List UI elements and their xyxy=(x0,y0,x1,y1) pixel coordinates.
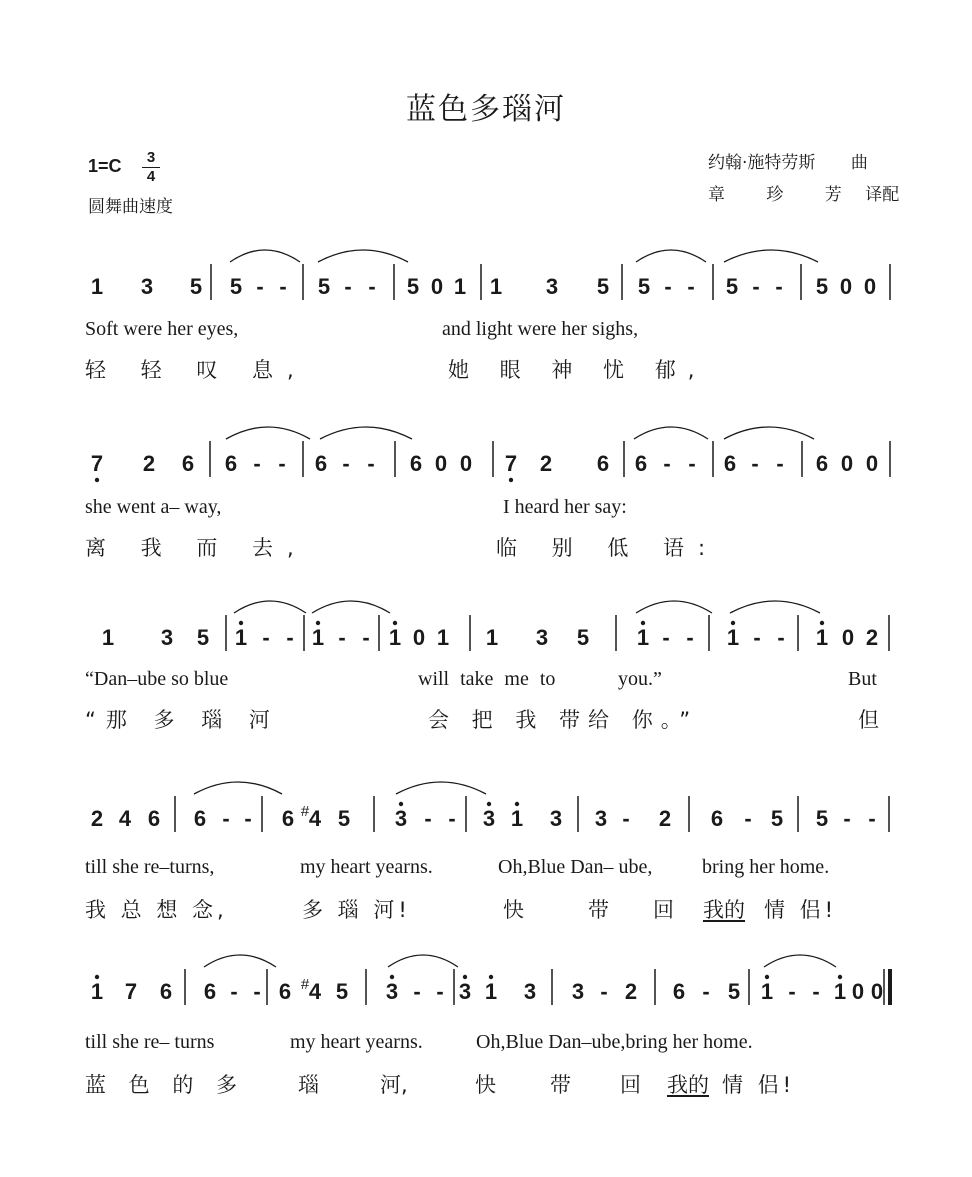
note: 1 xyxy=(90,979,104,1004)
lyric-zh: 快 xyxy=(503,898,524,922)
dash-note: - xyxy=(753,625,761,650)
lyric-zh: 她 眼 神 忧 郁, xyxy=(448,358,707,382)
lyric-en: bring her home. xyxy=(702,856,830,878)
octave-dot-above xyxy=(838,975,842,979)
octave-dot-above xyxy=(731,621,735,625)
lyric-zh: 回 xyxy=(620,1073,641,1097)
note: 1 xyxy=(815,625,829,650)
lyric-en: my heart yearns. xyxy=(300,856,433,878)
slur xyxy=(318,250,408,262)
note: 2 xyxy=(658,806,672,831)
note: 6 xyxy=(278,979,292,1004)
slur xyxy=(636,601,712,613)
octave-dot-above xyxy=(95,975,99,979)
lyric-zh: 回 xyxy=(653,898,674,922)
slur xyxy=(194,782,282,794)
dash-note: - xyxy=(278,451,286,476)
note: 1 xyxy=(510,806,524,831)
lyric-en: But xyxy=(848,668,877,690)
slur xyxy=(764,955,836,967)
note: 0 xyxy=(459,451,473,476)
dash-note: - xyxy=(775,274,783,299)
dash-note: - xyxy=(600,979,608,1004)
lyric-zh: 情 侣! xyxy=(764,898,838,922)
dash-note: - xyxy=(751,451,759,476)
dash-note: - xyxy=(702,979,710,1004)
note: 0 xyxy=(434,451,448,476)
note: 0 xyxy=(865,451,879,476)
note: 5 xyxy=(596,274,610,299)
dash-note: - xyxy=(244,806,252,831)
dash-note: - xyxy=(368,274,376,299)
note: 1 xyxy=(726,625,740,650)
note: 5 xyxy=(815,274,829,299)
lyric-zh: 带 xyxy=(550,1073,571,1097)
note: 5 xyxy=(637,274,651,299)
note: 2 xyxy=(142,451,156,476)
note: 1 xyxy=(436,625,450,650)
dash-note: - xyxy=(253,979,261,1004)
dash-note: - xyxy=(262,625,270,650)
slur xyxy=(634,427,708,439)
dash-note: - xyxy=(286,625,294,650)
note: 3 xyxy=(458,979,472,1004)
note: 1 xyxy=(484,979,498,1004)
dash-note: - xyxy=(868,806,876,831)
lyric-zh: 我的 xyxy=(667,1073,709,1097)
meter-top: 3 xyxy=(146,149,156,166)
note: 6 xyxy=(596,451,610,476)
slur xyxy=(730,601,820,613)
note: 3 xyxy=(394,806,408,831)
dash-note: - xyxy=(413,979,421,1004)
lyric-zh: 会 把 我 带给 你。” xyxy=(428,708,699,732)
slur xyxy=(234,601,306,613)
dash-note: - xyxy=(812,979,820,1004)
lyric-en: “Dan–ube so blue xyxy=(85,668,229,690)
note: 3 xyxy=(571,979,585,1004)
note: 7 xyxy=(124,979,138,1004)
note: 1 xyxy=(388,625,402,650)
lyric-en: Oh,Blue Dan– ube, xyxy=(498,856,653,878)
octave-dot-above xyxy=(489,975,493,979)
note: 0 xyxy=(839,274,853,299)
arranger-name: 章 珍 芳 xyxy=(708,185,860,205)
note: 1 xyxy=(453,274,467,299)
dash-note: - xyxy=(448,806,456,831)
note: 1 xyxy=(311,625,325,650)
note: 4 xyxy=(308,979,322,1004)
note: 0 xyxy=(870,979,884,1004)
octave-dot-above xyxy=(399,802,403,806)
note: 3 xyxy=(545,274,559,299)
composer-role: 曲 xyxy=(850,153,868,173)
lyric-zh: 离 我 而 去, xyxy=(85,536,308,560)
octave-dot-above xyxy=(487,802,491,806)
dash-note: - xyxy=(367,451,375,476)
lyric-zh: 我 总 想 念, xyxy=(85,898,228,922)
lyric-zh: “那 多 瑙 河 xyxy=(85,708,280,732)
note: 5 xyxy=(337,806,351,831)
dash-note: - xyxy=(424,806,432,831)
octave-dot-above xyxy=(393,621,397,625)
lyric-en: Soft were her eyes, xyxy=(85,318,239,340)
note: 3 xyxy=(140,274,154,299)
slur xyxy=(226,427,310,439)
note: 1 xyxy=(90,274,104,299)
dash-note: - xyxy=(662,625,670,650)
note: 6 xyxy=(710,806,724,831)
dash-note: - xyxy=(279,274,287,299)
octave-dot-below xyxy=(509,478,513,482)
meter-bottom: 4 xyxy=(146,168,156,185)
note: 7 xyxy=(504,451,518,476)
slur xyxy=(396,782,486,794)
dash-note: - xyxy=(663,451,671,476)
note: 0 xyxy=(863,274,877,299)
note: 6 xyxy=(634,451,648,476)
note: 6 xyxy=(815,451,829,476)
note: 5 xyxy=(406,274,420,299)
lyric-en: Oh,Blue Dan–ube,bring her home. xyxy=(476,1031,753,1053)
dash-note: - xyxy=(230,979,238,1004)
note: 1 xyxy=(234,625,248,650)
note: 6 xyxy=(314,451,328,476)
key-signature: 1=C xyxy=(88,156,122,176)
note: 3 xyxy=(549,806,563,831)
note: 0 xyxy=(851,979,865,1004)
octave-dot-above xyxy=(239,621,243,625)
note: 2 xyxy=(539,451,553,476)
dash-note: - xyxy=(843,806,851,831)
octave-dot-above xyxy=(316,621,320,625)
note: 1 xyxy=(760,979,774,1004)
dash-note: - xyxy=(664,274,672,299)
note: 5 xyxy=(335,979,349,1004)
sharp-sign: # xyxy=(300,976,310,993)
slur xyxy=(204,955,276,967)
note: 5 xyxy=(196,625,210,650)
lyric-en: will take me to xyxy=(418,668,556,690)
octave-dot-above xyxy=(390,975,394,979)
note: 0 xyxy=(841,625,855,650)
note: 1 xyxy=(833,979,847,1004)
lyric-en: I heard her say: xyxy=(503,496,627,518)
dash-note: - xyxy=(342,451,350,476)
dash-note: - xyxy=(253,451,261,476)
note: 3 xyxy=(535,625,549,650)
lyric-en: and light were her sighs, xyxy=(442,318,639,340)
lyric-en: you.” xyxy=(618,668,662,690)
note: 5 xyxy=(189,274,203,299)
note: 6 xyxy=(181,451,195,476)
slur xyxy=(724,427,814,439)
dash-note: - xyxy=(686,625,694,650)
note: 3 xyxy=(385,979,399,1004)
note: 4 xyxy=(118,806,132,831)
lyric-zh: 蓝 色 的 多 xyxy=(85,1073,246,1097)
dash-note: - xyxy=(622,806,630,831)
note: 2 xyxy=(624,979,638,1004)
octave-dot-above xyxy=(820,621,824,625)
note: 3 xyxy=(523,979,537,1004)
dash-note: - xyxy=(776,451,784,476)
composer-name: 约翰·施特劳斯 xyxy=(708,153,816,173)
slur xyxy=(312,601,390,613)
lyric-zh: 快 xyxy=(475,1073,496,1097)
note: 2 xyxy=(90,806,104,831)
note: 0 xyxy=(412,625,426,650)
slur xyxy=(230,250,300,262)
lyric-zh: 但 xyxy=(858,708,879,732)
note: 4 xyxy=(308,806,322,831)
octave-dot-above xyxy=(463,975,467,979)
note: 6 xyxy=(409,451,423,476)
dash-note: - xyxy=(788,979,796,1004)
note: 6 xyxy=(723,451,737,476)
slur xyxy=(636,250,706,262)
tempo-marking: 圆舞曲速度 xyxy=(88,197,173,217)
note: 6 xyxy=(281,806,295,831)
note: 0 xyxy=(430,274,444,299)
octave-dot-below xyxy=(95,478,99,482)
note: 1 xyxy=(489,274,503,299)
dash-note: - xyxy=(777,625,785,650)
dash-note: - xyxy=(222,806,230,831)
note: 6 xyxy=(672,979,686,1004)
dash-note: - xyxy=(362,625,370,650)
octave-dot-above xyxy=(765,975,769,979)
dash-note: - xyxy=(436,979,444,1004)
note: 1 xyxy=(101,625,115,650)
lyric-en: till she re–turns, xyxy=(85,856,215,878)
lyric-en: she went a– way, xyxy=(85,496,222,518)
note: 2 xyxy=(865,625,879,650)
lyric-zh: 瑙 xyxy=(298,1073,319,1097)
note: 3 xyxy=(482,806,496,831)
note: 5 xyxy=(317,274,331,299)
lyric-zh: 带 xyxy=(588,898,609,922)
dash-note: - xyxy=(687,274,695,299)
octave-dot-above xyxy=(515,802,519,806)
note: 6 xyxy=(203,979,217,1004)
arranger-role: 译配 xyxy=(865,185,900,205)
note: 5 xyxy=(725,274,739,299)
note: 1 xyxy=(485,625,499,650)
dash-note: - xyxy=(338,625,346,650)
dash-note: - xyxy=(688,451,696,476)
dash-note: - xyxy=(256,274,264,299)
slur xyxy=(320,427,412,439)
lyric-zh: 多 瑙 河! xyxy=(302,898,411,922)
slur xyxy=(724,250,818,262)
dash-note: - xyxy=(744,806,752,831)
sharp-sign: # xyxy=(300,803,310,820)
lyric-zh: 情 侣! xyxy=(722,1073,796,1097)
note: 6 xyxy=(193,806,207,831)
note: 5 xyxy=(815,806,829,831)
note: 6 xyxy=(224,451,238,476)
note: 6 xyxy=(147,806,161,831)
lyric-zh: 我的 xyxy=(703,898,745,922)
note: 5 xyxy=(770,806,784,831)
lyric-zh: 临 别 低 语: xyxy=(496,536,720,560)
lyric-en: my heart yearns. xyxy=(290,1031,423,1053)
note: 5 xyxy=(727,979,741,1004)
octave-dot-above xyxy=(641,621,645,625)
note: 7 xyxy=(90,451,104,476)
note: 3 xyxy=(160,625,174,650)
note: 3 xyxy=(594,806,608,831)
note: 5 xyxy=(576,625,590,650)
note: 0 xyxy=(840,451,854,476)
dash-note: - xyxy=(752,274,760,299)
note: 6 xyxy=(159,979,173,1004)
lyric-zh: 轻 轻 叹 息, xyxy=(85,358,308,382)
lyric-en: till she re– turns xyxy=(85,1031,215,1053)
slur xyxy=(388,955,458,967)
song-title: 蓝色多瑙河 xyxy=(406,92,566,127)
note: 1 xyxy=(636,625,650,650)
dash-note: - xyxy=(344,274,352,299)
note: 5 xyxy=(229,274,243,299)
lyric-zh: 河, xyxy=(380,1073,408,1097)
